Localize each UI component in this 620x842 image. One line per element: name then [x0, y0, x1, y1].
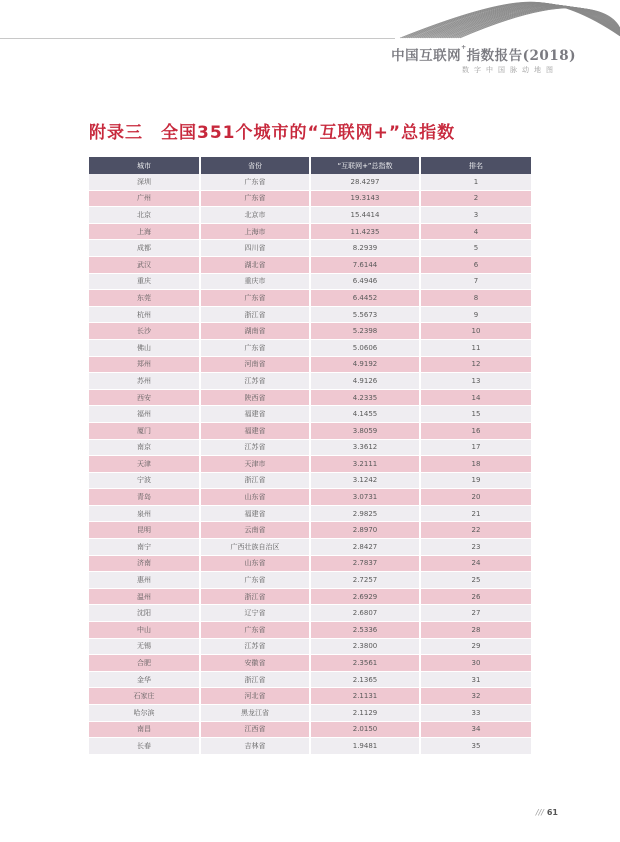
- column-header: 省份: [200, 157, 310, 174]
- province-cell: 浙江省: [200, 306, 310, 323]
- rank-cell: 6: [420, 256, 531, 273]
- province-cell: 江苏省: [200, 439, 310, 456]
- province-cell: 广东省: [200, 174, 310, 190]
- city-cell: 福州: [89, 406, 200, 423]
- city-cell: 宁波: [89, 472, 200, 489]
- city-cell: 北京: [89, 207, 200, 224]
- table-row: [89, 705, 531, 722]
- province-cell: 福建省: [200, 505, 310, 522]
- table-row: [89, 190, 531, 207]
- city-cell: 无锡: [89, 638, 200, 655]
- rank-cell: 19: [420, 472, 531, 489]
- province-cell: 江苏省: [200, 638, 310, 655]
- index-cell: 15.4414: [310, 207, 420, 224]
- index-cell: 3.2111: [310, 456, 420, 473]
- rank-cell: 10: [420, 323, 531, 340]
- province-cell: 云南省: [200, 522, 310, 539]
- province-cell: 福建省: [200, 422, 310, 439]
- province-cell: 广东省: [200, 622, 310, 639]
- table-row: [89, 356, 531, 373]
- index-cell: 2.1129: [310, 705, 420, 722]
- table-row: [89, 671, 531, 688]
- table-row: [89, 406, 531, 423]
- table-row: [89, 655, 531, 672]
- table-row: [89, 688, 531, 705]
- table-row: [89, 572, 531, 589]
- province-cell: 重庆市: [200, 273, 310, 290]
- table-row: [89, 389, 531, 406]
- header-decoration: [380, 0, 620, 42]
- city-cell: 杭州: [89, 306, 200, 323]
- city-cell: 重庆: [89, 273, 200, 290]
- index-cell: 5.0606: [310, 339, 420, 356]
- city-cell: 合肥: [89, 655, 200, 672]
- table-row: [89, 539, 531, 556]
- rank-cell: 21: [420, 505, 531, 522]
- city-cell: 上海: [89, 223, 200, 240]
- city-cell: 南昌: [89, 721, 200, 738]
- rank-cell: 28: [420, 622, 531, 639]
- city-cell: 中山: [89, 622, 200, 639]
- index-cell: 1.9481: [310, 738, 420, 755]
- city-cell: 南京: [89, 439, 200, 456]
- city-cell: 济南: [89, 555, 200, 572]
- rank-cell: 15: [420, 406, 531, 423]
- table-row: [89, 622, 531, 639]
- province-cell: 天津市: [200, 456, 310, 473]
- rank-cell: 26: [420, 588, 531, 605]
- table-row: [89, 472, 531, 489]
- rank-cell: 2: [420, 190, 531, 207]
- rank-cell: 24: [420, 555, 531, 572]
- province-cell: 广东省: [200, 339, 310, 356]
- city-cell: 昆明: [89, 522, 200, 539]
- province-cell: 湖南省: [200, 323, 310, 340]
- city-cell: 成都: [89, 240, 200, 257]
- table-row: [89, 738, 531, 755]
- index-cell: 7.6144: [310, 256, 420, 273]
- rank-cell: 17: [420, 439, 531, 456]
- city-cell: 武汉: [89, 256, 200, 273]
- index-cell: 2.8970: [310, 522, 420, 539]
- city-cell: 温州: [89, 588, 200, 605]
- rank-cell: 7: [420, 273, 531, 290]
- province-cell: 辽宁省: [200, 605, 310, 622]
- index-cell: 4.1455: [310, 406, 420, 423]
- rank-cell: 5: [420, 240, 531, 257]
- province-cell: 山东省: [200, 555, 310, 572]
- rank-cell: 9: [420, 306, 531, 323]
- index-cell: 2.7837: [310, 555, 420, 572]
- table-row: [89, 223, 531, 240]
- rank-cell: 8: [420, 290, 531, 307]
- column-header: 排名: [420, 157, 531, 174]
- rank-cell: 23: [420, 539, 531, 556]
- rank-cell: 16: [420, 422, 531, 439]
- city-cell: 苏州: [89, 373, 200, 390]
- index-cell: 19.3143: [310, 190, 420, 207]
- table-row: [89, 306, 531, 323]
- city-cell: 郑州: [89, 356, 200, 373]
- index-cell: 4.9192: [310, 356, 420, 373]
- province-cell: 陕西省: [200, 389, 310, 406]
- report-title: 中国互联网+指数报告(2018): [391, 44, 576, 64]
- table-row: [89, 489, 531, 506]
- province-cell: 黑龙江省: [200, 705, 310, 722]
- rank-cell: 11: [420, 339, 531, 356]
- province-cell: 上海市: [200, 223, 310, 240]
- province-cell: 吉林省: [200, 738, 310, 755]
- city-cell: 深圳: [89, 174, 200, 190]
- city-index-table: [89, 157, 531, 755]
- rank-cell: 13: [420, 373, 531, 390]
- table-row: [89, 638, 531, 655]
- index-cell: 2.3561: [310, 655, 420, 672]
- rank-cell: 27: [420, 605, 531, 622]
- table-row: [89, 422, 531, 439]
- header-rule: [0, 38, 395, 39]
- index-cell: 5.5673: [310, 306, 420, 323]
- rank-cell: 3: [420, 207, 531, 224]
- index-cell: 2.8427: [310, 539, 420, 556]
- table-row: [89, 323, 531, 340]
- city-cell: 长沙: [89, 323, 200, 340]
- city-cell: 广州: [89, 190, 200, 207]
- city-cell: 石家庄: [89, 688, 200, 705]
- rank-cell: 4: [420, 223, 531, 240]
- index-cell: 2.9825: [310, 505, 420, 522]
- province-cell: 福建省: [200, 406, 310, 423]
- index-cell: 6.4452: [310, 290, 420, 307]
- province-cell: 广西壮族自治区: [200, 539, 310, 556]
- index-cell: 5.2398: [310, 323, 420, 340]
- province-cell: 广东省: [200, 290, 310, 307]
- rank-cell: 25: [420, 572, 531, 589]
- index-cell: 4.2335: [310, 389, 420, 406]
- table-row: [89, 588, 531, 605]
- table-row: [89, 174, 531, 190]
- column-header: “互联网+”总指数: [310, 157, 420, 174]
- city-cell: 长春: [89, 738, 200, 755]
- index-cell: 6.4946: [310, 273, 420, 290]
- rank-cell: 35: [420, 738, 531, 755]
- table-row: [89, 273, 531, 290]
- province-cell: 江苏省: [200, 373, 310, 390]
- index-cell: 2.6929: [310, 588, 420, 605]
- index-cell: 3.1242: [310, 472, 420, 489]
- page-title: 附录三 全国351个城市的“互联网+”总指数: [89, 123, 456, 143]
- index-cell: 2.5336: [310, 622, 420, 639]
- rank-cell: 1: [420, 174, 531, 190]
- province-cell: 山东省: [200, 489, 310, 506]
- city-cell: 南宁: [89, 539, 200, 556]
- index-cell: 3.8059: [310, 422, 420, 439]
- rank-cell: 30: [420, 655, 531, 672]
- index-cell: 3.3612: [310, 439, 420, 456]
- rank-cell: 33: [420, 705, 531, 722]
- city-cell: 惠州: [89, 572, 200, 589]
- province-cell: 北京市: [200, 207, 310, 224]
- city-cell: 厦门: [89, 422, 200, 439]
- province-cell: 河北省: [200, 688, 310, 705]
- table-row: [89, 339, 531, 356]
- index-cell: 2.6807: [310, 605, 420, 622]
- index-cell: 2.1365: [310, 671, 420, 688]
- province-cell: 浙江省: [200, 588, 310, 605]
- rank-cell: 34: [420, 721, 531, 738]
- index-cell: 3.0731: [310, 489, 420, 506]
- index-cell: 11.4235: [310, 223, 420, 240]
- index-cell: 2.0150: [310, 721, 420, 738]
- table-row: [89, 555, 531, 572]
- province-cell: 广东省: [200, 190, 310, 207]
- page-number: /// 61: [535, 808, 558, 817]
- rank-cell: 14: [420, 389, 531, 406]
- city-cell: 东莞: [89, 290, 200, 307]
- province-cell: 广东省: [200, 572, 310, 589]
- rank-cell: 31: [420, 671, 531, 688]
- city-cell: 西安: [89, 389, 200, 406]
- index-cell: 2.1131: [310, 688, 420, 705]
- report-subtitle: 数字中国脉动地图: [462, 66, 558, 74]
- rank-cell: 20: [420, 489, 531, 506]
- rank-cell: 22: [420, 522, 531, 539]
- table-row: [89, 522, 531, 539]
- province-cell: 浙江省: [200, 472, 310, 489]
- province-cell: 浙江省: [200, 671, 310, 688]
- province-cell: 江西省: [200, 721, 310, 738]
- rank-cell: 18: [420, 456, 531, 473]
- table-row: [89, 505, 531, 522]
- index-cell: 28.4297: [310, 174, 420, 190]
- index-cell: 4.9126: [310, 373, 420, 390]
- city-cell: 青岛: [89, 489, 200, 506]
- table-row: [89, 207, 531, 224]
- table-row: [89, 456, 531, 473]
- city-cell: 天津: [89, 456, 200, 473]
- province-cell: 湖北省: [200, 256, 310, 273]
- table-row: [89, 240, 531, 257]
- city-cell: 佛山: [89, 339, 200, 356]
- table-row: [89, 721, 531, 738]
- city-cell: 沈阳: [89, 605, 200, 622]
- table-row: [89, 290, 531, 307]
- province-cell: 安徽省: [200, 655, 310, 672]
- index-cell: 2.7257: [310, 572, 420, 589]
- province-cell: 河南省: [200, 356, 310, 373]
- city-cell: 哈尔滨: [89, 705, 200, 722]
- table-row: [89, 605, 531, 622]
- rank-cell: 12: [420, 356, 531, 373]
- index-cell: 8.2939: [310, 240, 420, 257]
- table-row: [89, 256, 531, 273]
- rank-cell: 29: [420, 638, 531, 655]
- index-cell: 2.3800: [310, 638, 420, 655]
- province-cell: 四川省: [200, 240, 310, 257]
- city-cell: 泉州: [89, 505, 200, 522]
- column-header: 城市: [89, 157, 200, 174]
- rank-cell: 32: [420, 688, 531, 705]
- city-cell: 金华: [89, 671, 200, 688]
- table-row: [89, 439, 531, 456]
- table-header-row: [89, 157, 531, 174]
- table-row: [89, 373, 531, 390]
